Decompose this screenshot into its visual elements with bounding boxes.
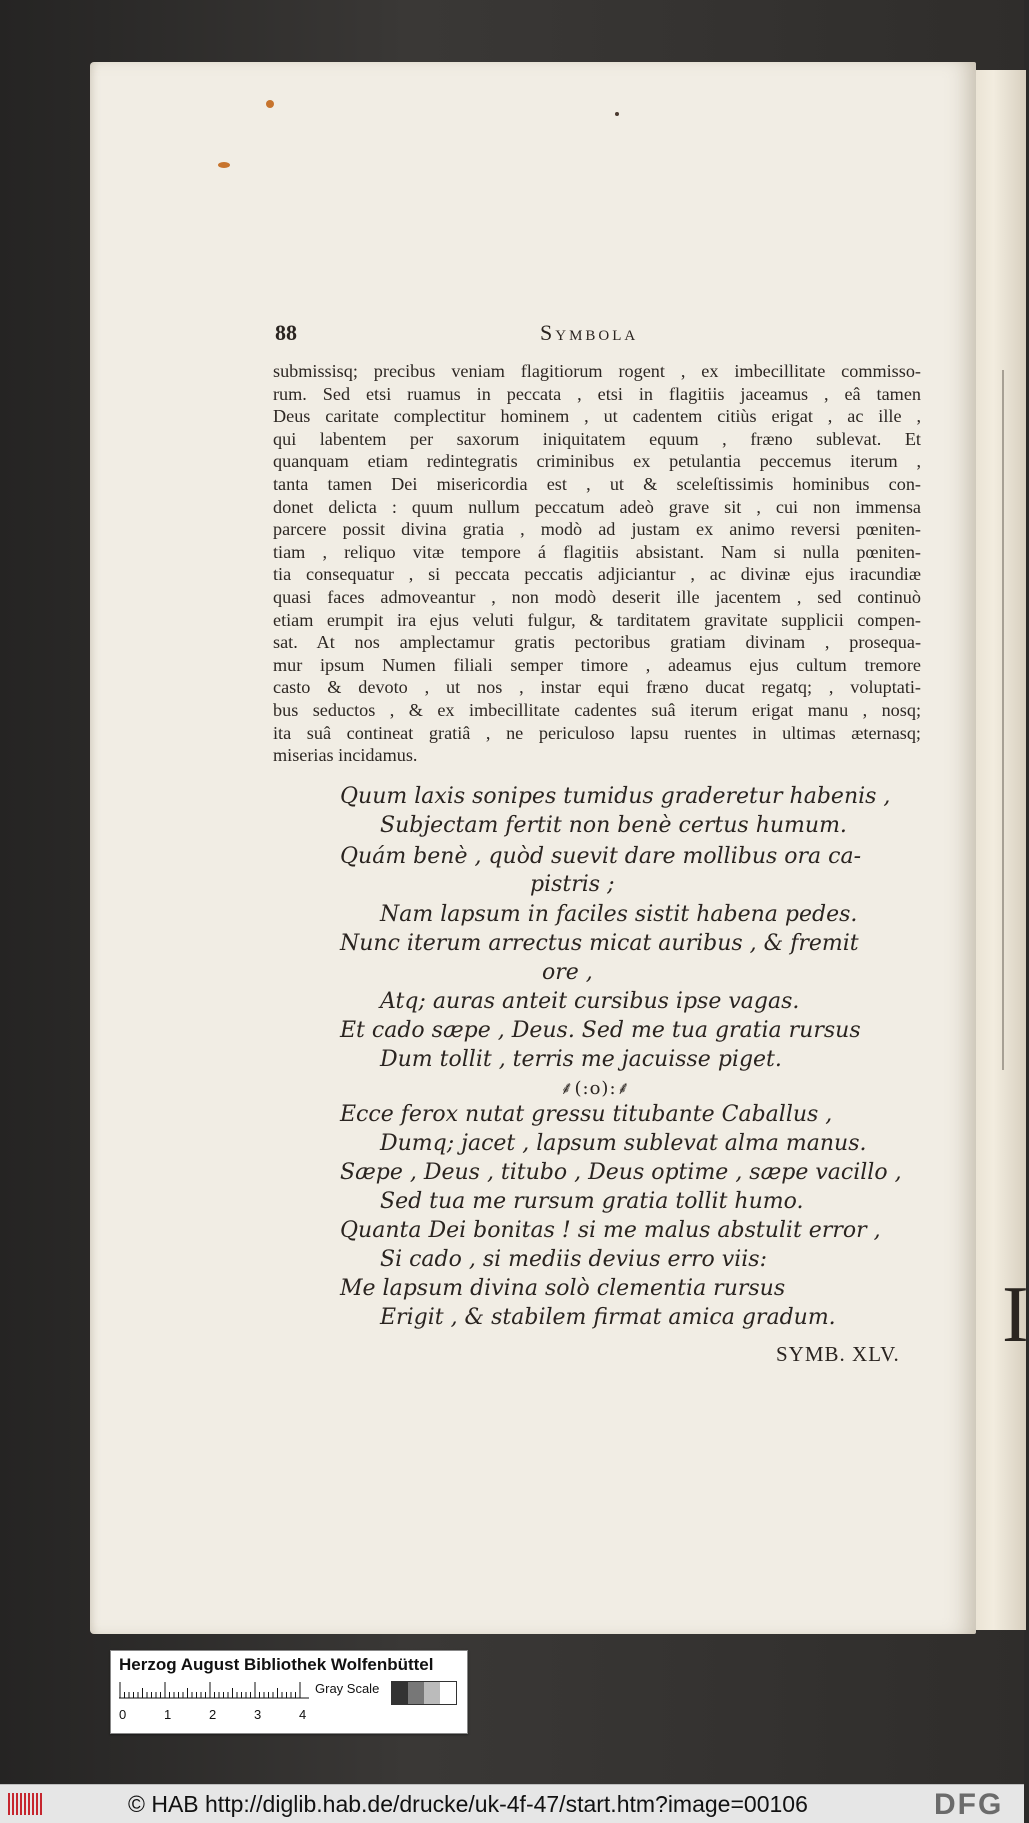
poem-line: Sed tua me rursum gratia tollit humo. <box>380 1189 804 1214</box>
prose-block <box>273 360 921 767</box>
poem-line: Dumq; jacet , lapsum sublevat alma manus. <box>380 1131 867 1156</box>
prose-line: bus seductos , & ex imbecillitate cadentes suâ iterum erigat manu , nosq; <box>273 699 921 720</box>
poem-line: Ecce ferox nutat gressu titubante Caballus , <box>340 1102 833 1127</box>
poem-line: Dum tollit , terris me jacuisse piget. <box>380 1047 782 1072</box>
foxing-spot <box>218 162 230 168</box>
poem-line: Et cado sæpe , Deus. Sed me tua gratia rursus <box>340 1018 861 1043</box>
poem-line: Nam lapsum in faciles sistit habena pedes. <box>380 902 858 927</box>
prose-line: rum. Sed etsi ruamus in peccata , etsi in flagitiis jaceamus , eâ tamen <box>273 383 921 404</box>
ruler-number: 3 <box>254 1707 262 1722</box>
page-number: 88 <box>275 320 297 345</box>
poem-line: Quám benè , quòd suevit dare mollibus ora ca- <box>340 844 862 869</box>
prose-line: submissisq; precibus veniam flagitiorum rogent , ex imbecillitate commisso- <box>273 361 921 381</box>
poem-line: ore , <box>542 960 593 985</box>
prose-line: sat. At nos amplectamur gratis pectoribus gratiam divinam , prosequa- <box>273 632 921 653</box>
poem-line: Me lapsum divina solò clementia rursus <box>340 1276 786 1301</box>
book-page <box>90 62 976 1634</box>
running-head <box>90 320 976 350</box>
facing-page-letter-edge: I <box>1002 1271 1029 1359</box>
prose-line: etiam erumpit ira ejus veluti fulgur, & tarditatem gravitate supplicii compen- <box>273 609 921 630</box>
foxing-spot <box>615 112 619 116</box>
ruler-number: 4 <box>299 1707 307 1722</box>
prose-line: Deus caritate complectitur hominem , ut cadentem citiùs erigat , ac ille , <box>273 406 921 427</box>
poem-line: Quum laxis sonipes tumidus graderetur habenis , <box>340 784 891 809</box>
poem-line: Atq; auras anteit cursibus ipse vagas. <box>380 989 800 1014</box>
prose-line: ita suâ contineat gratiâ , ne periculoso lapsu ruentes in ultimas æternasq; <box>273 722 921 743</box>
foxing-spot <box>266 100 274 108</box>
ornament-icon: ⸙(:o):⸙ <box>560 1078 632 1099</box>
color-scale-card <box>110 1650 468 1734</box>
library-name: Herzog August Bibliothek Wolfenbüttel <box>119 1655 434 1674</box>
poem-line: Nunc iterum arrectus micat auribus , & fremit <box>340 931 859 956</box>
prose-line: quasi faces admoveantur , non modò deserit ille jacentem , sed continuò <box>273 586 921 607</box>
poem-line: Erigit , & stabilem firmat amica gradum. <box>380 1305 836 1330</box>
dfg-logo: DFG <box>934 1788 1004 1821</box>
running-title: Symbola <box>540 320 639 345</box>
prose-line: casto & devoto , ut nos , instar equi fræno ducat regatq; , voluptati- <box>273 677 921 698</box>
poem-line: Quanta Dei bonitas ! si me malus abstulit error , <box>340 1218 881 1243</box>
ruler-number: 2 <box>209 1707 217 1722</box>
prose-line: quanquam etiam redintegratis criminibus ex petulantia peccemus iterum , <box>273 451 921 472</box>
poem-line: pistris ; <box>530 872 615 897</box>
barcode-icon <box>8 1793 46 1815</box>
prose-line: miserias incidamus. <box>273 745 418 766</box>
ruler-scale <box>119 1681 309 1699</box>
poem-line: Si cado , si mediis devius erro viis: <box>380 1247 767 1272</box>
prose-line: parcere possit divina gratia , modò ad justam ex animo reversi pœniten- <box>273 519 921 540</box>
ruler-number: 1 <box>164 1707 172 1722</box>
ruler-number: 0 <box>119 1707 127 1722</box>
prose-line: tiam , reliquo vitæ tempore á flagitiis absistant. Nam si nulla pœniten- <box>273 541 921 562</box>
poem-line: Subjectam fertit non benè certus humum. <box>380 813 847 838</box>
prose-line: tanta tamen Dei misericordia est , ut & sceleſtissimis hominibus con- <box>273 473 921 494</box>
facing-page-figure-edge <box>1002 370 1028 1070</box>
source-url[interactable]: © HAB http://diglib.hab.de/drucke/uk-4f-47/start.htm?image=00106 <box>128 1791 808 1817</box>
facing-page-edge <box>970 70 1029 1630</box>
prose-line: tia consequatur , si peccata peccatis adjiciantur , ac divinæ ejus iracundiæ <box>273 564 921 585</box>
catchword: SYMB. XLV. <box>776 1342 900 1366</box>
poem-line: Sæpe , Deus , titubo , Deus optime , sæpe vacillo , <box>340 1160 902 1185</box>
viewer-footer <box>0 1784 1024 1823</box>
gray-scale-swatch <box>391 1681 457 1705</box>
prose-line: qui labentem per saxorum iniquitatem equum , fræno sublevat. Et <box>273 428 921 449</box>
prose-line: mur ipsum Numen filiali semper timore , adeamus ejus cultum tremore <box>273 654 921 675</box>
gray-scale-label: Gray Scale <box>315 1681 380 1696</box>
prose-line: donet delicta : quum nullum peccatum adeò grave sit , cui non immensa <box>273 496 921 517</box>
